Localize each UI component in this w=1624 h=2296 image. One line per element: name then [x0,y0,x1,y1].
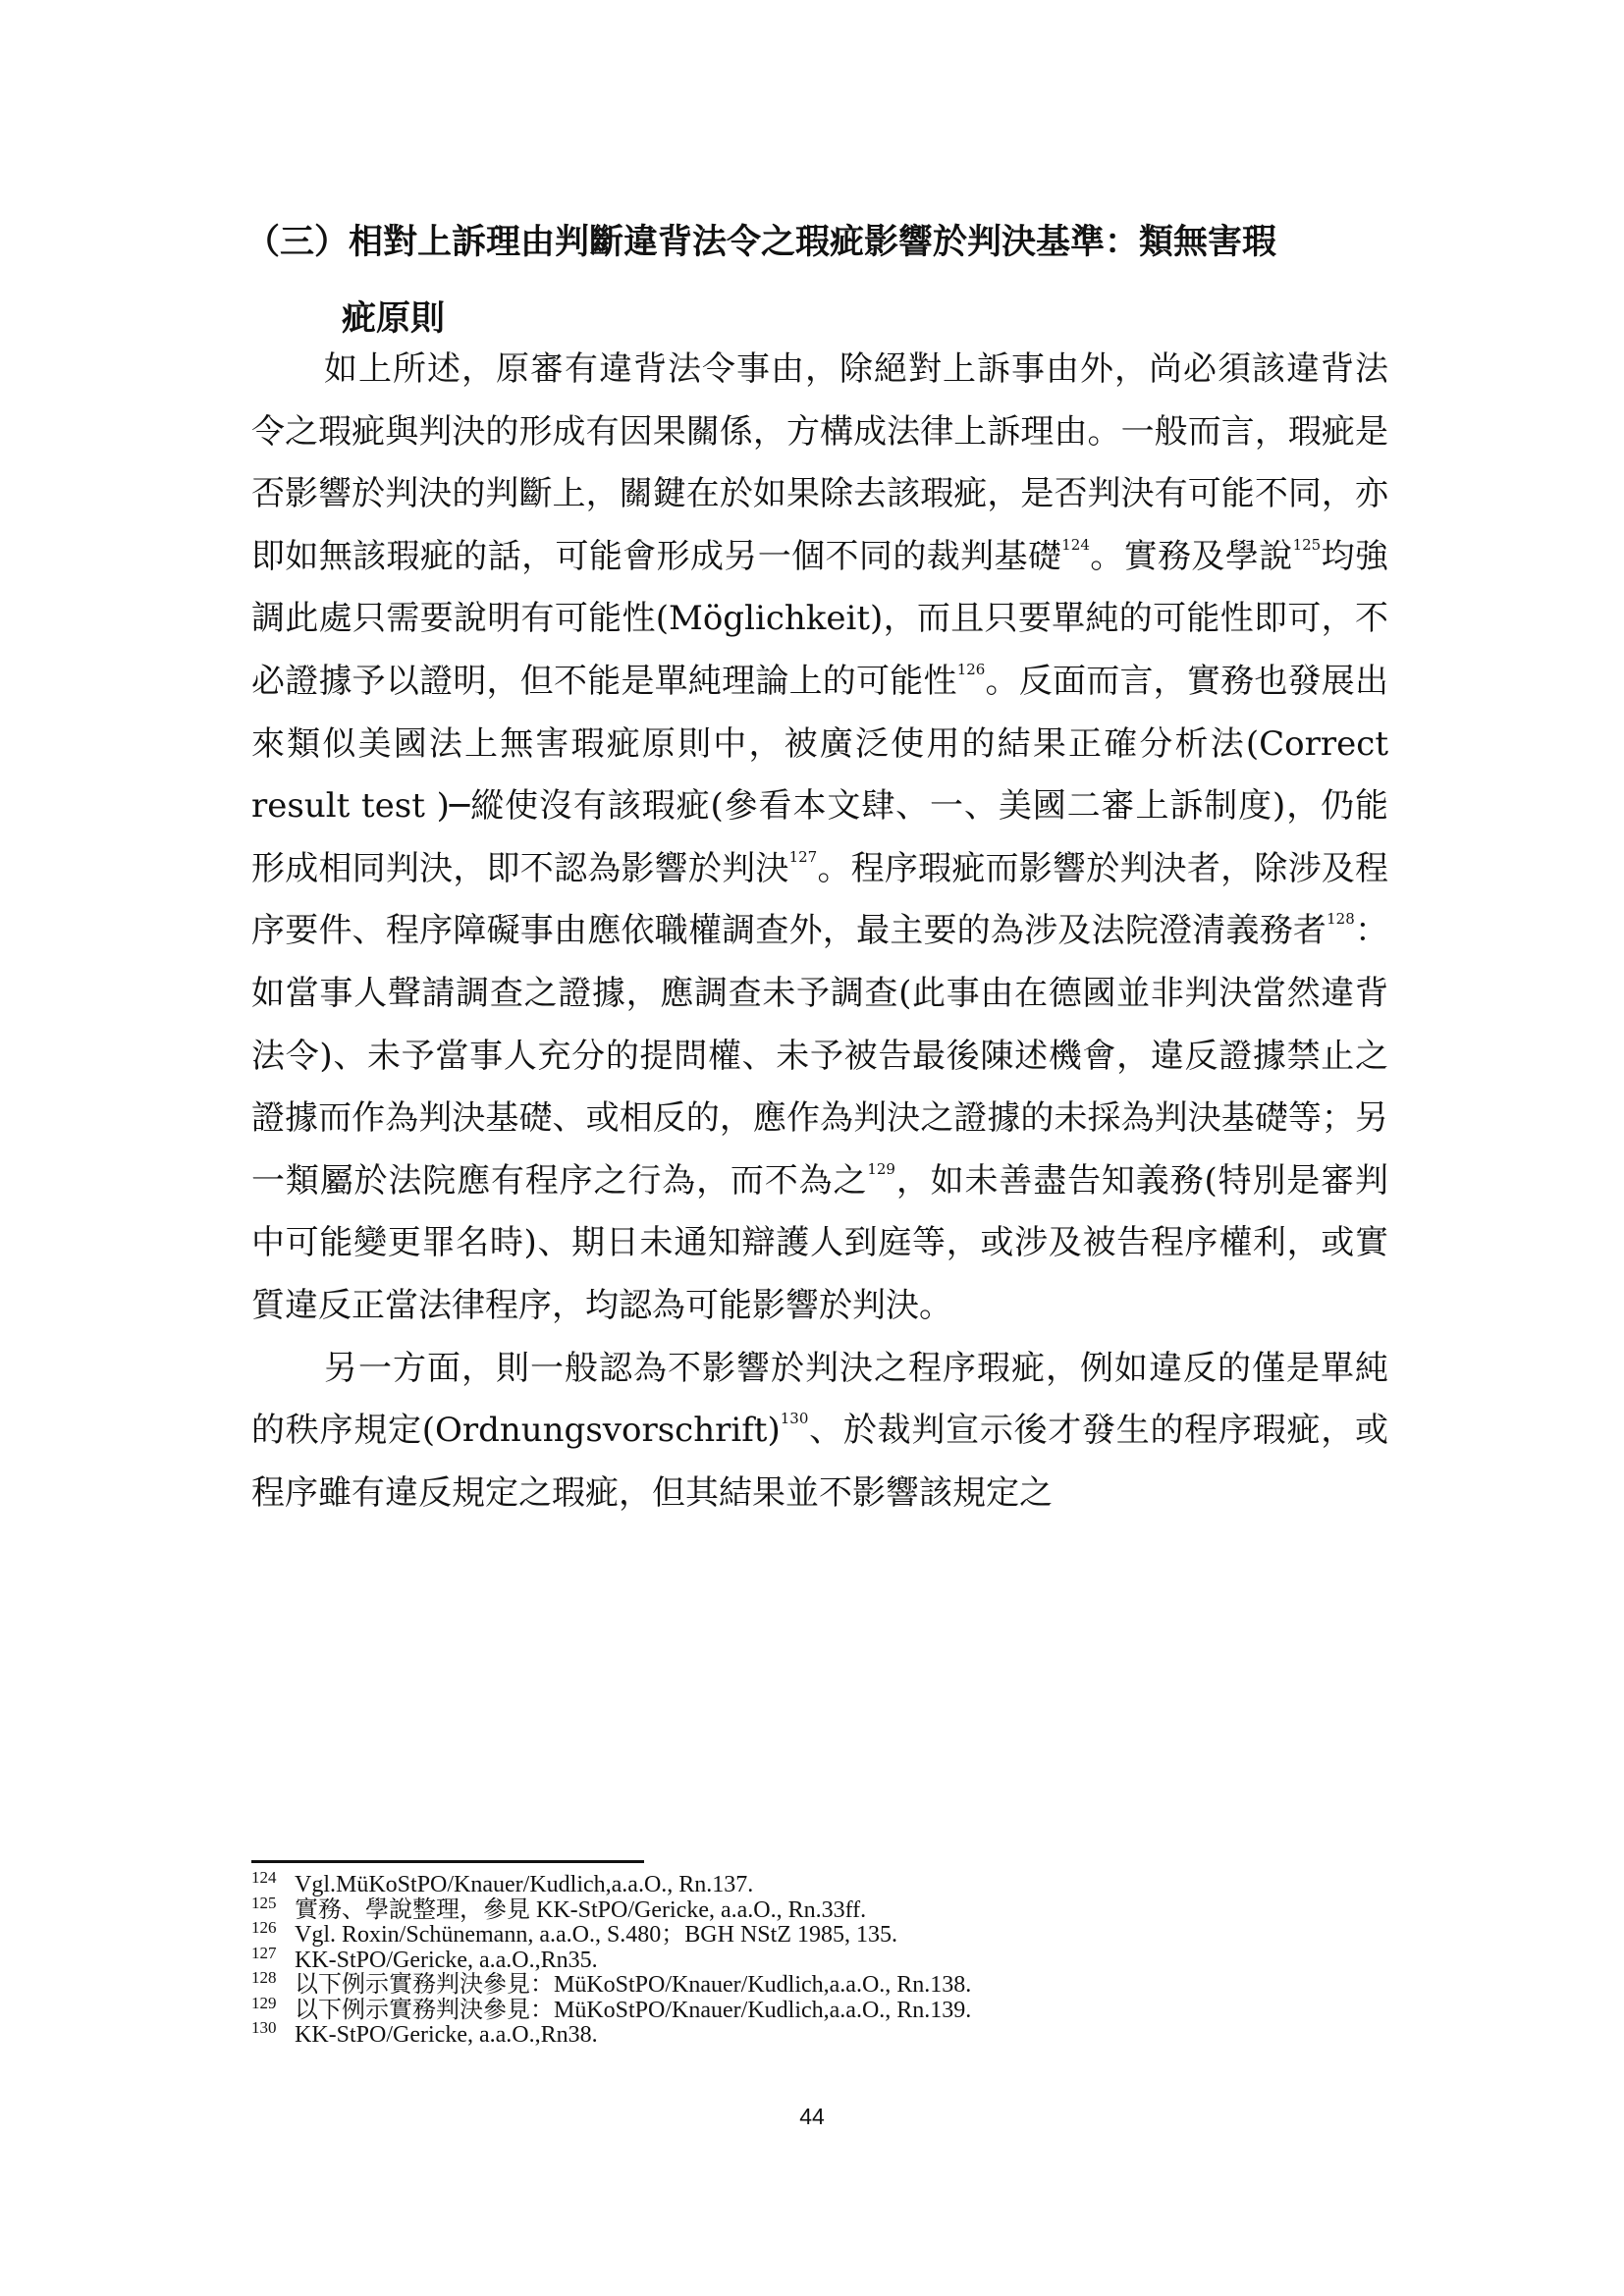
footnote-separator [251,1860,644,1863]
footnote-text: 實務、學說整理，參見 KK-StPO/Gericke, a.a.O., Rn.33ff. [295,1896,867,1923]
body-text [251,339,1388,1524]
footnote [251,1943,1380,1974]
footnote [251,1968,1380,1999]
footnote-text: 以下例示實務判決參見：MüKoStPO/Knauer/Kudlich,a.a.O., Rn.138. [295,1972,972,1998]
footnote-text: KK-StPO/Gericke, a.a.O.,Rn35. [295,1947,598,1973]
footnote-text: KK-StPO/Gericke, a.a.O.,Rn38. [295,2022,598,2048]
footnote-number: 130 [251,2018,277,2037]
footnote-text: Vgl.MüKoStPO/Knauer/Kudlich,a.a.O., Rn.137. [295,1872,754,1897]
footnote-ref-125: 125 [1292,535,1322,554]
footnote-number: 129 [251,1993,277,2012]
footnote [251,1893,1380,1924]
paragraph-1 [251,339,1388,1338]
section-heading [245,204,1394,357]
footnote-ref-126: 126 [956,660,986,678]
heading-line-1: （三）相對上訴理由判斷違背法令之瑕疵影響於判決基準：類無害瑕 [245,223,1277,262]
text-run: 。反面而言，實務也發展出來類似美國法上無害瑕疵原則中，被廣泛使用的結果正確分析法(Correct result test )─縱使沒有該瑕疵(參看本文肆、一、美國二審上訴制度)，仍能形成相同判決，即不認為影響於判決 [251,661,1389,888]
footnote [251,1868,1380,1898]
text-run: 如上所述，原審有違背法令事由，除絕對上訴事由外，尚必須該違背法令之瑕疵與判決的形成有因果關係，方構成法律上訴理由。一般而言，瑕疵是否影響於判決的判斷上，關鍵在於如果除去該瑕疵，是否判決有可能不同，亦即如無該瑕疵的話，可能會形成另一個不同的裁判基礎 [251,349,1388,576]
footnote-ref-124: 124 [1061,535,1090,554]
text-run: 均強調此處只需要說明有可能性(Möglichkeit)，而且只要單純的可能性即可，不必證據予以證明，但不能是單純理論上的可能性 [251,536,1389,701]
text-run: 另一方面，則一般認為不影響於判決之程序瑕疵，例如違反的僅是單純的秩序規定(Ordnungsvorschrift) [251,1348,1388,1451]
footnote-number: 124 [251,1868,277,1887]
footnote [251,1993,1380,2024]
paragraph-2 [251,1338,1388,1525]
text-run: 。實務及學說 [1089,536,1293,576]
footnote-text: 以下例示實務判決參見：MüKoStPO/Knauer/Kudlich,a.a.O., Rn.139. [295,1997,972,2023]
footnote-text: Vgl. Roxin/Schünemann, a.a.O., S.480；BGH NStZ 1985, 135. [295,1922,897,1948]
footnote-number: 128 [251,1968,277,1987]
text-run: ：如當事人聲請調查之證據，應調查未予調查(此事由在德國並非判決當然違背法令)、未予當事人充分的提問權、未予被告最後陳述機會，違反證據禁止之證據而作為判決基礎、或相反的，應作為判決之證據的未採為判決基礎等；另一類屬於法院應有程序之行為，而不為之 [251,911,1389,1201]
footnote-ref-129: 129 [867,1159,895,1178]
footnote-ref-130: 130 [780,1410,809,1428]
text-run: 、於裁判宣示後才發生的程序瑕疵，或程序雖有違反規定之瑕疵，但其結果並不影響該規定之 [251,1411,1388,1513]
footnote-number: 125 [251,1893,277,1912]
footnote-number: 127 [251,1943,277,1962]
footnote-ref-128: 128 [1326,910,1355,929]
footnote-ref-127: 127 [788,847,818,866]
footnote-number: 126 [251,1918,277,1937]
footnote [251,1918,1380,1949]
footnote [251,2018,1380,2049]
text-run: ，如未善盡告知義務(特別是審判中可能變更罪名時)、期日未通知辯護人到庭等，或涉及被告程序權利，或實質違反正當法律程序，均認為可能影響於判決。 [251,1160,1389,1325]
heading-line-2: 疵原則 [342,299,446,339]
footnotes [251,1868,1380,2049]
text-run: 。程序瑕疵而影響於判決者，除涉及程序要件、程序障礙事由應依職權調查外，最主要的為涉及法院澄清義務者 [251,848,1389,951]
page-number: 44 [799,2104,825,2129]
